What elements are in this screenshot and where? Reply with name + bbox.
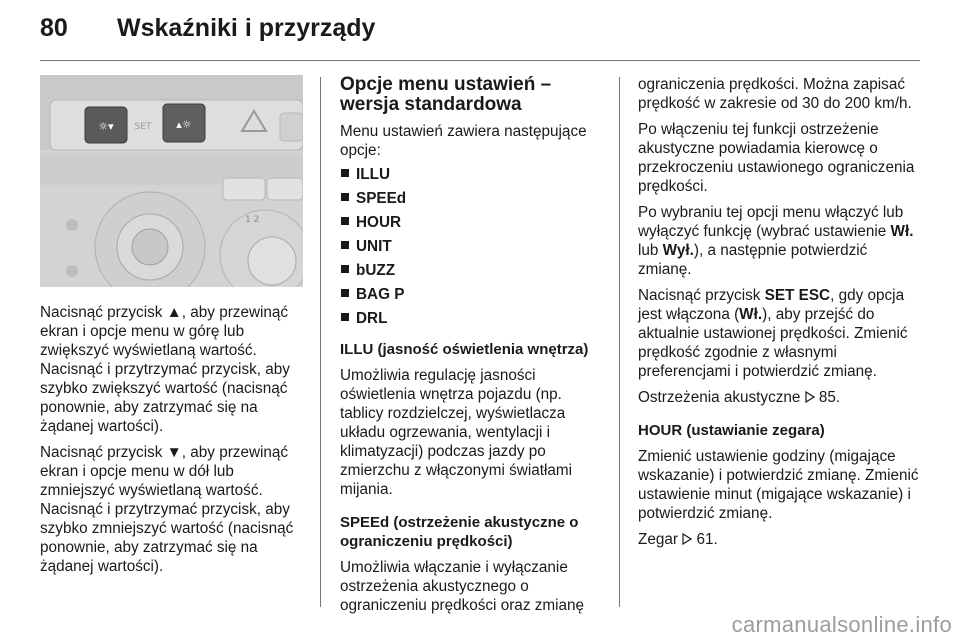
bullet-square-icon [341,265,349,273]
column-1 [40,75,305,583]
button-b-label: ▴☼ [176,118,192,131]
bullet-square-icon [341,313,349,321]
set-esc-instructions: Nacisnąć przycisk SET ESC, gdy opcja jest włączona (Wł.), aby przejść do aktualnie ustawionej prędkości. Zmienić prędkość zgodnie z własnymi preferencjami i potwierdzić zmianę. [638,287,908,380]
dashboard-photo [40,75,303,287]
svg-text:1 2: 1 2 [245,215,260,225]
illu-heading: ILLU (jasność oświetlenia wnętrza) [340,341,589,358]
menu-intro: Menu ustawień zawiera następujące opcje: [340,123,587,159]
bullet-square-icon [341,241,349,249]
hour-text: Zmienić ustawienie godziny (migające wskazanie) i potwierdzić zmianę. Zmienić ustawienie minut (migające wskazanie) i potwierdzić zmianę. [638,448,919,522]
page-header [40,0,920,58]
column-3 [638,75,920,556]
watermark: carmanualsonline.info [731,612,952,637]
page-reference-icon [805,391,815,403]
reference-link[interactable]: 85. [818,389,841,406]
paragraph-down-button: Nacisnąć przycisk ▼, aby przewinąć ekran i opcje menu w dół lub zmniejszyć wyświetlaną wartość. Nacisnąć i przytrzymać przycisk, aby szybko zmniejszyć wartość (nacisnąć ponownie, aby zatrzymać się na żądanej wartości). [40,444,294,575]
column-divider-2 [619,77,620,607]
speed-heading: SPEEd (ostrzeżenie akustyczne o ograniczeniu prędkości) [340,514,579,550]
list-item: SPEEd [340,189,608,208]
page-title: Wskaźniki i przyrządy [117,14,376,42]
bullet-square-icon [341,217,349,225]
speed-text: Umożliwia włączanie i wyłączanie ostrzeżenia akustycznego o ograniczeniu prędkości oraz zmianę [340,559,585,614]
list-item: bUZZ [340,261,608,280]
reference-link[interactable]: 61. [696,531,718,548]
paragraph-up-button: Nacisnąć przycisk ▲, aby przewinąć ekran i opcje menu w górę lub zwiększyć wyświetlaną wartość. Nacisnąć i przytrzymać przycisk, aby szybko zwiększyć wartość (nacisnąć ponownie, aby zatrzymać się na żądanej wartości). [40,304,290,435]
bullet-square-icon [341,289,349,297]
list-item: ILLU [340,165,608,184]
column-divider-1 [320,77,321,607]
speed-limit-range-text: ograniczenia prędkości. Można zapisać prędkość w zakresie od 30 do 200 km/h. [638,76,912,112]
list-item: HOUR [340,213,608,232]
acoustic-warnings-reference: Ostrzeżenia akustyczne 85. [638,389,841,406]
list-item: BAG P [340,285,608,304]
warning-description: Po włączeniu tej funkcji ostrzeżenie akustyczne powiadamia kierowcę o przekroczeniu ustawionego ograniczenia prędkości. [638,121,915,195]
hour-heading: HOUR (ustawianie zegara) [638,422,825,439]
page-reference-icon [682,533,692,545]
page-number: 80 [40,14,68,42]
button-a-label: ☼▾ [98,120,114,133]
enable-instructions: Po wybraniu tej opcji menu włączyć lub wyłączyć funkcję (wybrać ustawienie Wł. lub Wył.), a następnie potwierdzić zmianę. [638,204,914,278]
list-item: DRL [340,309,608,328]
illu-text: Umożliwia regulację jasności oświetlenia wnętrza pojazdu (np. tablicy rozdzielczej, wyświetlacza układu ogrzewania, wentylacji i klimatyzacji) podczas jazdy po zmierzchu z włączonymi światłami mijania. [340,367,573,498]
menu-list [340,165,608,328]
list-item: UNIT [340,237,608,256]
header-rule [40,60,920,61]
clock-reference: Zegar 61. [638,531,718,548]
bullet-square-icon [341,193,349,201]
svg-text:SET: SET [134,122,152,132]
bullet-square-icon [341,169,349,177]
column-2 [340,75,608,622]
section-title: Opcje menu ustawień – wersja standardowa [340,74,552,115]
